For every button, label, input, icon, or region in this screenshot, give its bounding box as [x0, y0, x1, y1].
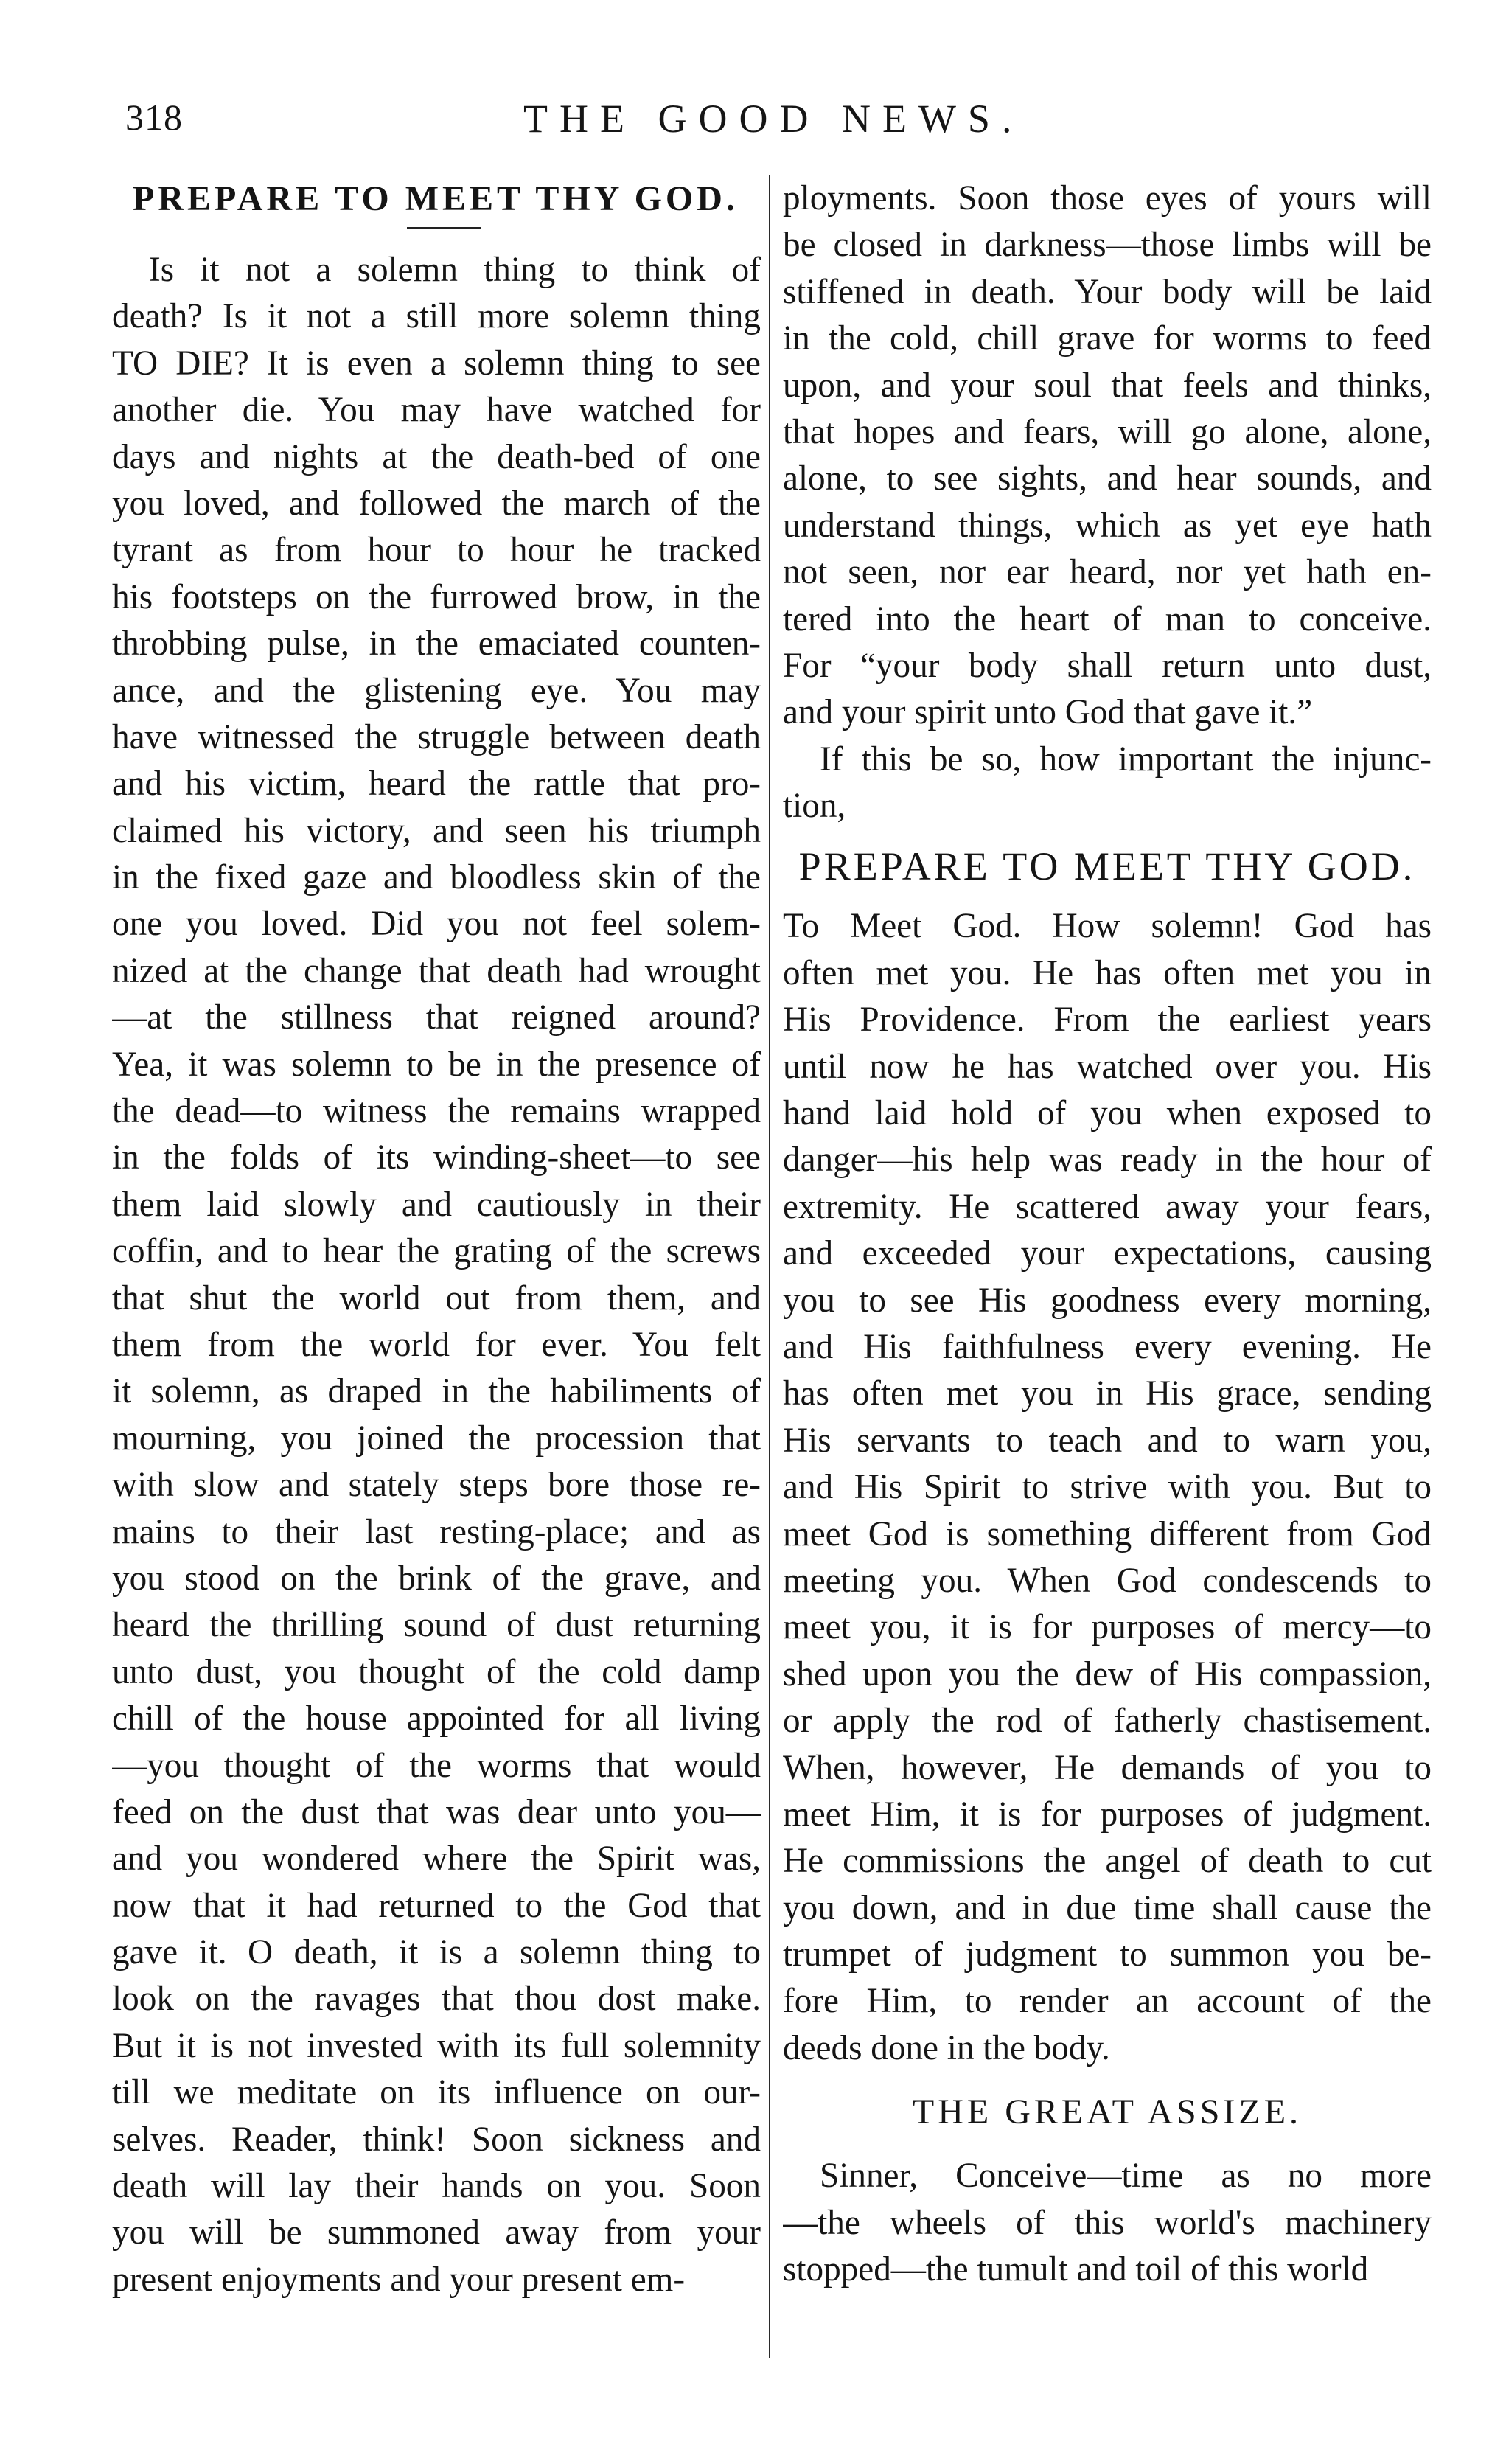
- text-line: you to see His goodness every morning,: [783, 1281, 1432, 1320]
- text-line: throbbing pulse, in the emaciated counten-: [112, 624, 761, 664]
- text-line: death? Is it not a still more solemn thing: [112, 297, 761, 336]
- text-line: tered into the heart of man to conceive.: [783, 599, 1432, 638]
- text-line: mourning, you joined the procession that: [112, 1419, 761, 1458]
- article-heading: PREPARE TO MEET THY GOD.: [133, 179, 739, 218]
- text-line: extremity. He scattered away your fears,: [783, 1187, 1432, 1226]
- text-line: death will lay their hands on you. Soon: [112, 2167, 761, 2206]
- text-line: deeds done in the body.: [783, 2028, 1110, 2067]
- text-line: and His Spirit to strive with you. But to: [783, 1468, 1432, 1507]
- text-line: in the fixed gaze and bloodless skin of the: [112, 858, 761, 897]
- text-line: fore Him, to render an account of the: [783, 1982, 1432, 2021]
- text-line: Is it not a solemn thing to think of: [149, 251, 761, 289]
- text-line: claimed his victory, and seen his triumph: [112, 811, 761, 850]
- text-line: But it is not invested with its full solemnity: [112, 2026, 761, 2065]
- text-line: understand things, which as yet eye hath: [783, 506, 1432, 545]
- text-line: trumpet of judgment to summon you be-: [783, 1935, 1432, 1974]
- page-number: 318: [125, 97, 183, 138]
- text-line: —you thought of the worms that would: [112, 1746, 761, 1785]
- left-body-text: [112, 247, 761, 2303]
- text-line: selves. Reader, think! Soon sickness and: [112, 2120, 761, 2159]
- text-line: meet Him, it is for purposes of judgment.: [783, 1795, 1432, 1834]
- text-line: you loved, and followed the march of the: [112, 484, 761, 523]
- section-heading-prepare: PREPARE TO MEET THY GOD.: [798, 844, 1416, 889]
- text-line: them from the world for ever. You felt: [112, 1325, 761, 1364]
- text-line: that hopes and fears, will go alone, alone,: [783, 412, 1432, 451]
- text-line: For “your body shall return unto dust,: [783, 646, 1432, 685]
- right-column: [783, 175, 1432, 2293]
- text-line: and exceeded your expectations, causing: [783, 1234, 1432, 1273]
- text-line: and His faithfulness every evening. He: [783, 1327, 1432, 1366]
- text-line: in the folds of its winding-sheet—to see: [112, 1138, 761, 1177]
- text-line: stiffened in death. Your body will be laid: [783, 272, 1432, 311]
- text-line: in the cold, chill grave for worms to feed: [783, 319, 1432, 358]
- text-line: have witnessed the struggle between death: [112, 717, 761, 756]
- text-line: them laid slowly and cautiously in their: [112, 1185, 761, 1224]
- text-line: you will be summoned away from your: [112, 2213, 761, 2252]
- text-line: Sinner, Conceive—time as no more: [820, 2157, 1432, 2196]
- page-header: [125, 96, 1445, 147]
- text-line: ance, and the glistening eye. You may: [112, 671, 761, 710]
- text-line: another die. You may have watched for: [112, 391, 761, 430]
- column-divider: [769, 175, 770, 2358]
- text-line: not seen, nor ear heard, nor yet hath en-: [783, 553, 1432, 592]
- text-line: or apply the rod of fatherly chastisement.: [783, 1702, 1432, 1741]
- text-line: tyrant as from hour to hour he tracked: [112, 531, 761, 570]
- text-line: stopped—the tumult and toil of this world: [783, 2250, 1369, 2289]
- text-line: until now he has watched over you. His: [783, 1047, 1432, 1086]
- text-line: be closed in darkness—those limbs will be: [783, 226, 1432, 265]
- section-heading-great-assize: THE GREAT ASSIZE.: [912, 2092, 1303, 2132]
- text-line: often met you. He has often met you in: [783, 953, 1432, 992]
- right-body-text-b: [783, 903, 1432, 2072]
- text-line: Yea, it was solemn to be in the presence of: [112, 1045, 761, 1084]
- right-body-text-c: [783, 2153, 1432, 2293]
- text-line: tion,: [783, 787, 846, 826]
- text-line: meeting you. When God condescends to: [783, 1561, 1432, 1600]
- text-line: unto dust, you thought of the cold damp: [112, 1652, 761, 1691]
- text-line: chill of the house appointed for all living: [112, 1699, 761, 1739]
- text-line: and your spirit unto God that gave it.”: [783, 693, 1313, 732]
- text-line: has often met you in His grace, sending: [783, 1374, 1432, 1413]
- text-line: present enjoyments and your present em-: [112, 2260, 686, 2299]
- running-title: THE GOOD NEWS.: [523, 97, 1024, 141]
- text-line: coffin, and to hear the grating of the screws: [112, 1232, 761, 1271]
- text-line: —at the stillness that reigned around?: [112, 998, 761, 1037]
- text-line: with slow and stately steps bore those re-: [112, 1466, 761, 1505]
- text-line: till we meditate on its influence on our-: [112, 2073, 761, 2112]
- text-line: He commissions the angel of death to cut: [783, 1842, 1432, 1881]
- text-line: mains to their last resting-place; and as: [112, 1512, 761, 1551]
- text-line: gave it. O death, it is a solemn thing to: [112, 1933, 761, 1972]
- text-line: his footsteps on the furrowed brow, in the: [112, 577, 761, 616]
- text-line: To Meet God. How solemn! God has: [783, 907, 1432, 946]
- text-line: His servants to teach and to warn you,: [783, 1421, 1432, 1460]
- text-line: TO DIE? It is even a solemn thing to see: [112, 344, 761, 383]
- text-line: hand laid hold of you when exposed to: [783, 1094, 1432, 1133]
- text-line: now that it had returned to the God that: [112, 1886, 761, 1925]
- text-line: and you wondered where the Spirit was,: [112, 1840, 761, 1879]
- text-line: it solemn, as draped in the habiliments of: [112, 1372, 761, 1411]
- text-line: one you loved. Did you not feel solem-: [112, 905, 761, 944]
- right-body-text-a: [783, 175, 1432, 829]
- text-line: you down, and in due time shall cause the: [783, 1888, 1432, 1927]
- text-line: look on the ravages that thou dost make.: [112, 1980, 761, 2019]
- left-column: [112, 175, 761, 2303]
- text-line: nized at the change that death had wrought: [112, 951, 761, 990]
- text-line: and his victim, heard the rattle that pro-: [112, 765, 761, 804]
- text-line: His Providence. From the earliest years: [783, 1000, 1432, 1040]
- text-line: shed upon you the dew of His compassion,: [783, 1654, 1432, 1694]
- text-line: the dead—to witness the remains wrapped: [112, 1092, 761, 1131]
- text-line: feed on the dust that was dear unto you—: [112, 1792, 761, 1831]
- text-line: days and nights at the death-bed of one: [112, 437, 761, 476]
- text-line: meet God is something different from God: [783, 1514, 1432, 1553]
- text-line: meet you, it is for purposes of mercy—to: [783, 1608, 1432, 1647]
- text-line: ployments. Soon those eyes of yours will: [783, 179, 1432, 217]
- text-line: When, however, He demands of you to: [783, 1748, 1432, 1787]
- text-line: alone, to see sights, and hear sounds, and: [783, 459, 1432, 498]
- text-line: heard the thrilling sound of dust returning: [112, 1606, 761, 1645]
- text-line: that shut the world out from them, and: [112, 1278, 761, 1318]
- text-line: If this be so, how important the injunc-: [820, 739, 1432, 779]
- text-line: danger—his help was ready in the hour of: [783, 1141, 1432, 1180]
- text-line: —the wheels of this world's machinery: [783, 2203, 1432, 2242]
- text-line: you stood on the brink of the grave, and: [112, 1559, 761, 1598]
- text-line: upon, and your soul that feels and thinks,: [783, 366, 1432, 405]
